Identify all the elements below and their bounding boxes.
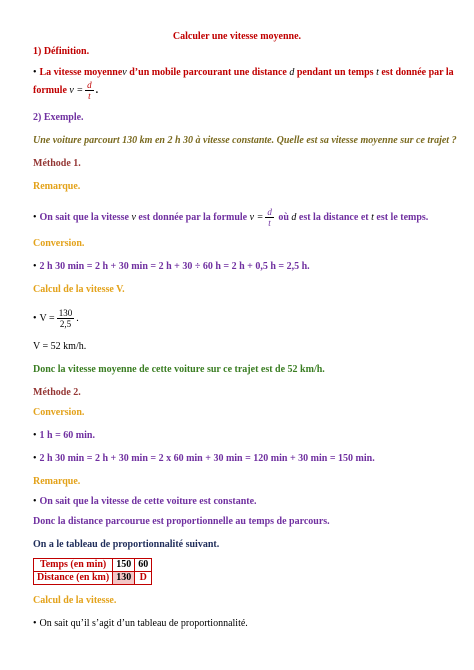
section-1-heading: 1) Définition. [33, 46, 90, 57]
bullet: • [33, 430, 37, 441]
table-row [34, 559, 152, 572]
bullet: • [33, 496, 37, 507]
method-2-last-line: • On sait qu’il s’agit d’un tableau de proportionnalité. [33, 618, 248, 629]
definition-line-2: formule v = $\frac{d}{t}$ . [33, 80, 99, 101]
speed-fraction-line: • V = $\frac{130}{2,5}$ . [33, 308, 79, 329]
method-1-remarque: Remarque. [33, 181, 81, 192]
method-2-remarque-line: • On sait que la vitesse de cette voiture est constante. [33, 496, 257, 507]
example-question: Une voiture parcourt 130 km en 2 h 30 à vitesse constante. Quelle est sa vitesse moyenne sur ce trajet ? [33, 135, 457, 146]
bullet: • [33, 67, 37, 78]
definition-line-1: • La vitesse moyennev d’un mobile parcourant une distance d pendant un temps t est donnée par la [33, 67, 454, 78]
section-2-heading: 2) Exemple. [33, 112, 84, 123]
table-cell: 150 [113, 559, 135, 572]
method-1-calc-heading: Calcul de la vitesse V. [33, 284, 125, 295]
fraction-130-over-2-5: $\frac{130}{2,5}$ [58, 308, 73, 329]
method-1-conclusion: Donc la vitesse moyenne de cette voiture sur ce trajet est de 52 km/h. [33, 364, 325, 375]
method-2-conversion-heading: Conversion. [33, 407, 85, 418]
table-row-label: Temps (en min) [34, 559, 113, 572]
table-cell: D [135, 572, 152, 585]
method-2-conversion-2: • 2 h 30 min = 2 h + 30 min = 2 x 60 min + 30 min = 120 min + 30 min = 150 min. [33, 453, 375, 464]
bullet: • [33, 453, 37, 464]
method-2-table-intro: On a le tableau de proportionnalité suivant. [33, 539, 220, 550]
speed-result: V = 52 km/h. [33, 341, 87, 352]
method-1-conversion-heading: Conversion. [33, 238, 85, 249]
table-row-label: Distance (en km) [34, 572, 113, 585]
method-2-heading: Méthode 2. [33, 387, 81, 398]
bullet: • [33, 618, 37, 629]
table-cell: 130 [113, 572, 135, 585]
method-2-remarque: Remarque. [33, 476, 81, 487]
method-2-proportional: Donc la distance parcourue est proportionnelle au temps de parcours. [33, 516, 330, 527]
table-row [34, 572, 152, 585]
method-2-calc-heading: Calcul de la vitesse. [33, 595, 117, 606]
bullet: • [33, 261, 37, 272]
bullet: • [33, 211, 37, 223]
method-1-formula-line: • On sait que la vitesse v est donnée par la formule v = $\frac{d}{t}$ où d est la distance et t est le temps. [33, 207, 429, 228]
method-1-heading: Méthode 1. [33, 158, 81, 169]
fraction-d-over-t: $\frac{d}{t}$ [87, 80, 92, 101]
bullet: • [33, 312, 37, 324]
fraction-d-over-t: $\frac{d}{t}$ [267, 207, 272, 228]
table-cell: 60 [135, 559, 152, 572]
method-1-conversion-line: • 2 h 30 min = 2 h + 30 min = 2 h + 30 ÷ 60 h = 2 h + 0,5 h = 2,5 h. [33, 261, 310, 272]
page-title: Calculer une vitesse moyenne. [172, 31, 302, 42]
method-2-conversion-1: • 1 h = 60 min. [33, 430, 95, 441]
proportionality-table [33, 558, 152, 585]
